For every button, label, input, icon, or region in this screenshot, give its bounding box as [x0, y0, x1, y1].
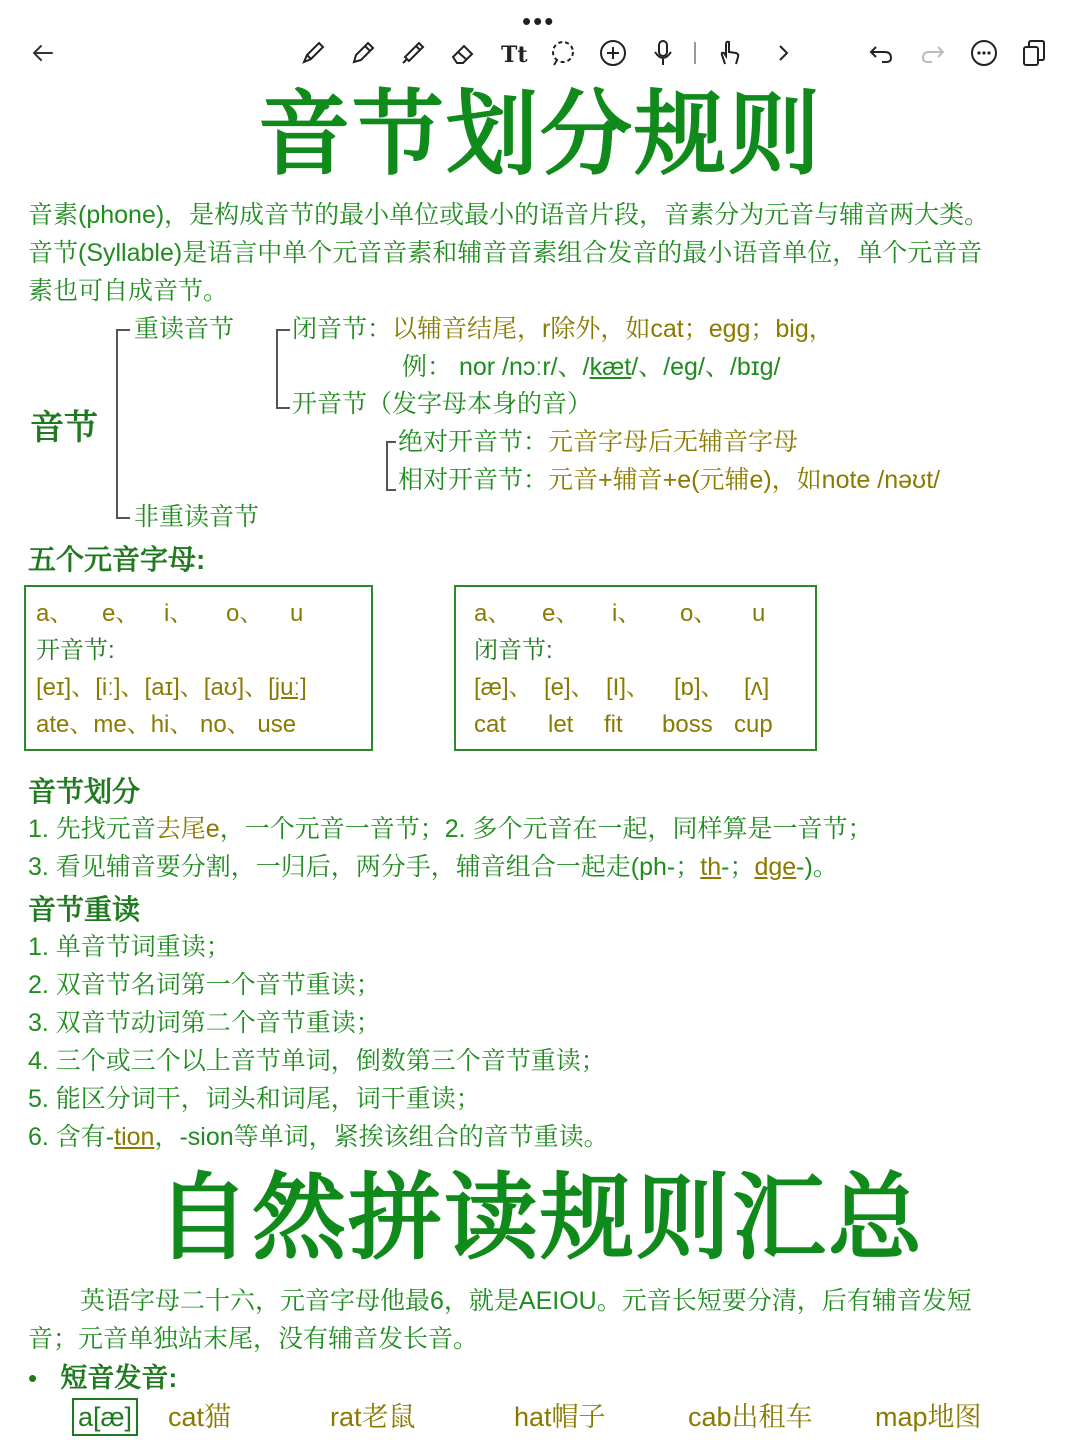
- closed-word: fit: [604, 711, 623, 738]
- example-row: [0, 1398, 1080, 1438]
- closed-ipa: [ʌ]: [744, 674, 770, 701]
- open-ipa: [eɪ]、[iː]、[aɪ]、[aʊ]、: [36, 674, 269, 701]
- open-words-row: ate、me、hi、 no、 use: [36, 711, 297, 738]
- vowel-letter: a、: [36, 600, 74, 627]
- more-icon[interactable]: [967, 36, 1001, 70]
- division-text: 1. 先找元音: [28, 815, 156, 843]
- open-syllable-box: [24, 585, 373, 751]
- section-title: 自然拼读规则汇总: [155, 1165, 924, 1270]
- vowel-letter: o、: [226, 600, 264, 627]
- sound-box: a[æ]: [72, 1398, 138, 1436]
- closed-ipa: [ɒ]、: [674, 674, 725, 701]
- closed-word: let: [548, 711, 574, 738]
- tree-bracket-main: [116, 329, 130, 519]
- closed-word: cat: [474, 711, 507, 738]
- list-item: 2. 双音节名词第一个音节重读；: [28, 971, 381, 999]
- window-handle[interactable]: •••: [522, 6, 556, 36]
- svg-text:Tt: Tt: [501, 42, 528, 68]
- division-text: ，一个元音一音节；2. 多个元音在一起，同样算是一音节；: [219, 815, 873, 843]
- phonics-line: 音；元音单独站末尾，没有辅音发长音。: [28, 1325, 479, 1353]
- absolute-open-label: 绝对开音节：: [398, 428, 549, 456]
- example-word: cat猫: [168, 1402, 232, 1432]
- list-item-text: ，-sion等单词，紧挨该组合的音节重读。: [154, 1123, 609, 1151]
- tree-root: 音节: [30, 409, 98, 447]
- closed-example-1: nor /nɔːr/、/: [458, 353, 590, 381]
- closed-example: [402, 348, 781, 386]
- closed-word: boss: [662, 711, 713, 738]
- page-title: 音节划分规则: [257, 84, 822, 186]
- redo-icon[interactable]: [916, 36, 950, 70]
- open-ipa-underlined: [juː]: [268, 674, 307, 701]
- closed-syllable-row: [292, 310, 834, 348]
- example-word: hat帽子: [514, 1402, 606, 1432]
- division-heading: 音节划分: [28, 776, 141, 807]
- division-text: -)。: [796, 853, 838, 881]
- vowels-heading: 五个元音字母:: [28, 544, 206, 575]
- highlighter-icon[interactable]: [396, 36, 430, 70]
- closed-example-underlined: kæt: [589, 353, 632, 381]
- stress-list: [28, 928, 1068, 1156]
- list-item: 3. 双音节动词第二个音节重读；: [28, 1009, 381, 1037]
- division-underlined: th: [700, 853, 722, 881]
- absolute-open-row: [398, 423, 798, 461]
- list-item-text: 6. 含有-: [28, 1123, 115, 1151]
- vowel-letter: e、: [102, 600, 140, 627]
- bullet: •: [28, 1363, 38, 1393]
- absolute-open-desc: 元音字母后无辅音字母: [548, 428, 799, 456]
- intro-line: 素也可自成音节。: [28, 277, 229, 305]
- back-arrow-icon[interactable]: [26, 36, 60, 70]
- open-ipa-row: [36, 669, 361, 706]
- list-item: [28, 1118, 1068, 1156]
- list-item-underlined: tion: [114, 1123, 155, 1151]
- phonics-line: 英语字母二十六，元音字母他最6，就是AEIOU。元音长短要分清，后有辅音发短: [80, 1287, 972, 1315]
- vowel-letters-row: [36, 595, 361, 632]
- vowel-letter: i、: [612, 600, 642, 627]
- division-underlined: dge: [754, 853, 797, 881]
- intro-line: 音素(phone)，是构成音节的最小单位或最小的语音片段，音素分为元音与辅音两大类。: [28, 201, 990, 229]
- vowel-letter: a、: [474, 600, 512, 627]
- tree-stressed: 重读音节: [134, 315, 235, 343]
- toolbar: [0, 0, 1080, 90]
- open-syllable-label: 开音节:: [36, 637, 115, 664]
- division-line-1: [28, 810, 1068, 848]
- vowel-letter: u: [290, 600, 304, 627]
- vowel-letter: e、: [542, 600, 580, 627]
- pencil-icon[interactable]: [346, 36, 380, 70]
- division-text: -；: [721, 853, 755, 881]
- list-item: 1. 单音节词重读；: [28, 933, 231, 961]
- division-text: 3. 看见辅音要分割，一归后，两分手，辅音组合一起走(ph-；: [28, 853, 701, 881]
- vowel-letter: u: [752, 600, 766, 627]
- lasso-icon[interactable]: [546, 36, 580, 70]
- closed-label: 闭音节：: [292, 315, 393, 343]
- closed-ipa: [e]、: [544, 674, 595, 701]
- list-item: 5. 能区分词干，词头和词尾，词干重读；: [28, 1085, 481, 1113]
- pages-icon[interactable]: [1017, 36, 1051, 70]
- chevron-right-icon[interactable]: [766, 36, 800, 70]
- text-icon[interactable]: [496, 36, 530, 70]
- closed-desc: 以辅音结尾，r除外，如cat；egg；big，: [392, 315, 834, 343]
- closed-ipa: [I]、: [606, 674, 651, 701]
- example-word: map地图: [875, 1402, 982, 1432]
- tree-bracket-stressed: [276, 329, 290, 409]
- closed-word: cup: [734, 711, 773, 738]
- add-icon[interactable]: [596, 36, 630, 70]
- closed-example-prefix: 例：: [402, 353, 453, 381]
- short-vowel-heading: 短音发音:: [60, 1363, 178, 1393]
- example-word: rat老鼠: [330, 1402, 416, 1432]
- short-vowel-row: [28, 1360, 177, 1397]
- closed-syllable-box: [454, 585, 817, 751]
- example-word: cab出租车: [688, 1402, 813, 1432]
- closed-ipa-row: [466, 669, 805, 706]
- closed-syllable-label: 闭音节:: [474, 637, 553, 664]
- undo-icon[interactable]: [864, 36, 898, 70]
- tree-bracket-open: [386, 441, 396, 491]
- intro-line: 音节(Syllable)是语言中单个元音音素和辅音音素组合发音的最小语音单位，单个元音音: [28, 239, 983, 267]
- relative-open-desc: 元音+辅音+e(元辅e)，如note /nəʊt/: [548, 466, 941, 494]
- division-line-2: [28, 848, 1068, 886]
- closed-ipa: [æ]、: [474, 674, 533, 701]
- relative-open-label: 相对开音节：: [398, 466, 549, 494]
- open-syllable-label: 开音节（发字母本身的音）: [292, 390, 593, 418]
- toolbar-divider: [694, 42, 696, 64]
- closed-words-row: [466, 706, 805, 743]
- vowel-letters-row: [466, 595, 805, 632]
- relative-open-row: [398, 461, 940, 499]
- mic-icon[interactable]: [646, 36, 680, 70]
- list-item: 4. 三个或三个以上音节单词，倒数第三个音节重读；: [28, 1047, 606, 1075]
- vowel-letter: o、: [680, 600, 718, 627]
- intro-paragraph: [28, 196, 1068, 310]
- eraser-icon[interactable]: [446, 36, 480, 70]
- phonics-paragraph: [28, 1282, 1068, 1358]
- stress-heading: 音节重读: [28, 894, 141, 925]
- vowel-letter: i、: [164, 600, 194, 627]
- closed-example-2: /、/eg/、/bɪg/: [631, 353, 781, 381]
- division-highlight: 去尾e: [155, 815, 220, 843]
- tree-unstressed: 非重读音节: [134, 503, 260, 531]
- pen-icon[interactable]: [296, 36, 330, 70]
- touch-icon[interactable]: [712, 36, 746, 70]
